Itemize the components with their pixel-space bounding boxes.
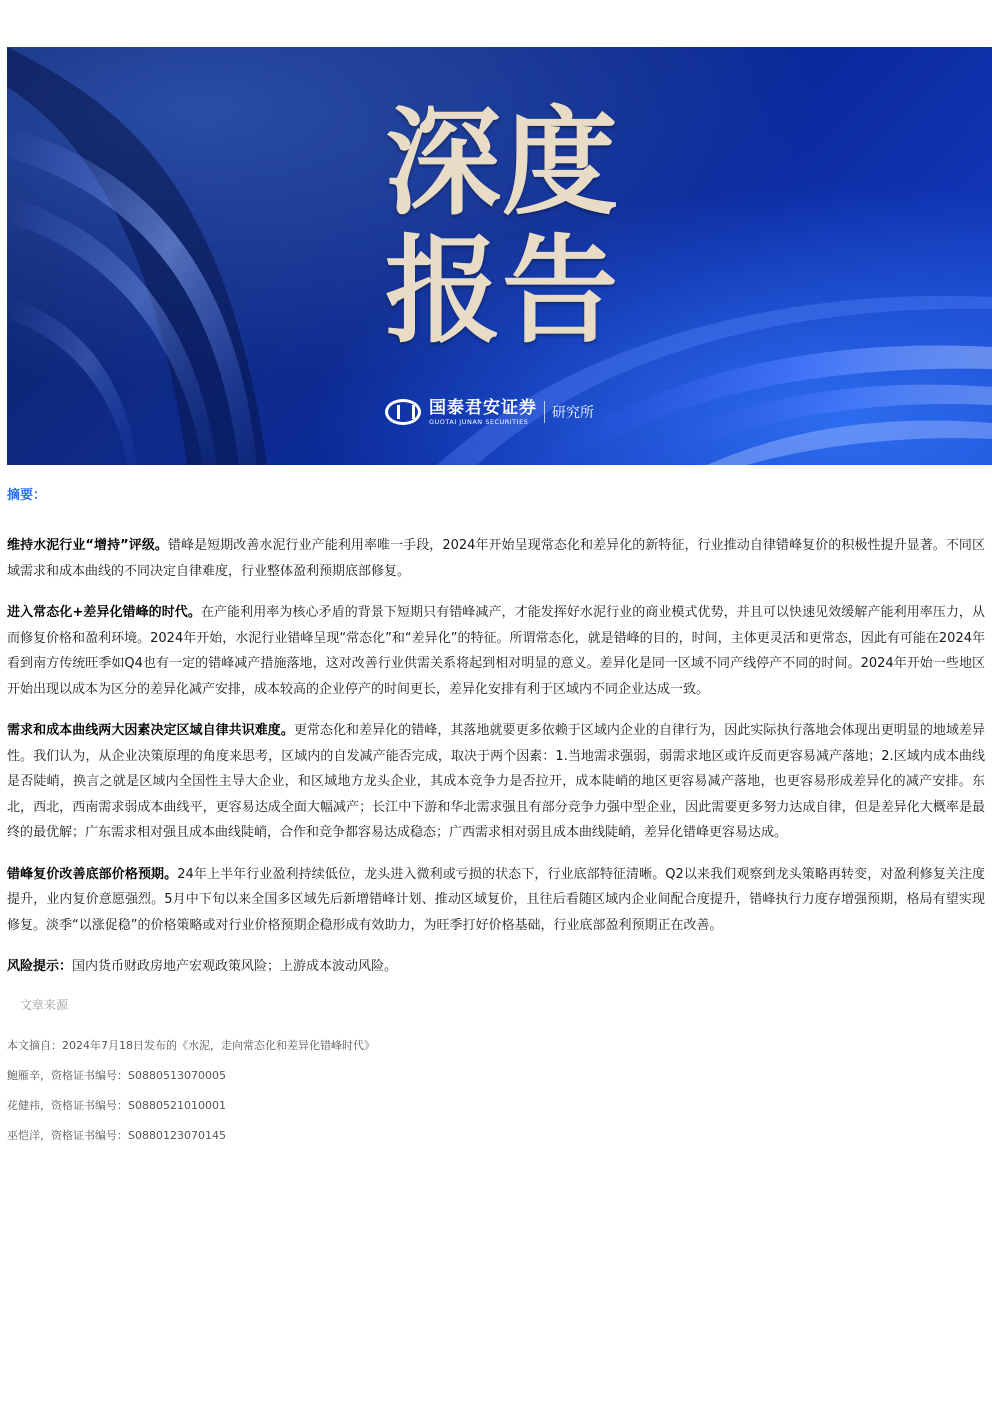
- banner-title-char: 深: [385, 95, 501, 231]
- paragraph: [7, 862, 985, 939]
- article-body: [7, 478, 985, 1159]
- paragraph: [7, 600, 985, 702]
- banner-title-char: 报: [385, 223, 501, 359]
- paragraph: [7, 533, 985, 584]
- risk-text: 国内货币财政房地产宏观政策风险；上游成本波动风险。: [72, 959, 398, 974]
- brand-logo-icon: [385, 399, 421, 425]
- banner-title-char: 告: [502, 223, 618, 359]
- brand-institute: 研究所: [552, 405, 594, 421]
- analyst-credential: 鲍雁辛，资格证书编号：S0880513070005: [7, 1068, 226, 1082]
- source-label: 文章来源: [20, 997, 69, 1012]
- paragraph-heading: 错峰复价改善底部价格预期。: [7, 866, 178, 882]
- paragraph-text: 错峰是短期改善水泥行业产能利用率唯一手段，2024年开始呈现常态化和差异化的新特征，行业推动自律错峰复价的积极性提升显著。不同区域需求和成本曲线的不同决定自律难度，行业整体盈利预期底部修复。: [7, 538, 985, 579]
- paragraph-text: 更常态化和差异化的错峰，其落地就要更多依赖于区域内企业的自律行为，因此实际执行落地会体现出更明显的地域差异性。我们认为，从企业决策原理的角度来思考，区域内的自发减产能否完成，取决于两个因素：1.当地需求强弱，弱需求地区或许反而更容易减产落地；2.区域内成本曲线是否陡峭，换言之就是区域内全国性主导大企业，和区域地方龙头企业，其成本竞争力是否拉开，成本陡峭的地区更容易减产落地，也更容易形成差异化的减产安排。东北，西北，西南需求弱成本曲线平，更容易达成全面大幅减产；长江中下游和华北需求强且有部分竞争力强中型企业，因此需要更多努力达成自律，但是差异化大概率是最终的最优解；广东需求相对强且成本曲线陡峭，合作和竞争都容易达成稳态；广西需求相对弱且成本曲线陡峭，差异化错峰更容易达成。: [7, 723, 985, 840]
- brand-english-name: GUOTAI JUNAN SECURITIES: [429, 418, 529, 426]
- banner-title-char: 度: [502, 95, 618, 231]
- paragraph-heading: 进入常态化+差异化错峰的时代。: [7, 605, 201, 620]
- risk-heading: 风险提示：: [7, 959, 73, 974]
- analyst-credential: 巫恺洋，资格证书编号：S0880123070145: [7, 1128, 226, 1142]
- source-citation: 本文摘自：2024年7月18日发布的《水泥，走向常态化和差异化错峰时代》: [7, 1038, 375, 1052]
- logo-divider: [544, 401, 545, 423]
- risk-paragraph: [7, 954, 985, 980]
- analyst-credential: 花健祎，资格证书编号：S0880521010001: [7, 1098, 226, 1112]
- brand-logo: [385, 395, 594, 429]
- brand-name: 国泰君安证券: [429, 398, 537, 418]
- paragraph-heading: 维持水泥行业“增持”评级。: [7, 538, 168, 553]
- summary-label: 摘要：: [7, 488, 47, 503]
- paragraph-text: 24年上半年行业盈利持续低位，龙头进入微利或亏损的状态下，行业底部特征清晰。Q2以来我们观察到龙头策略再转变，对盈利修复关注度提升，业内复价意愿强烈。5月中下旬以来全国多区域先后新增错峰计划、推动区域复价，且往后看随区域内企业间配合度提升，错峰执行力度存增强预期，格局有望实现修复。淡季“以涨促稳”的价格策略或对行业价格预期企稳形成有效助力，为旺季打好价格基础，行业底部盈利预期正在改善。: [7, 866, 985, 933]
- paragraph-text: 在产能利用率为核心矛盾的背景下短期只有错峰减产，才能发挥好水泥行业的商业模式优势，并且可以快速见效缓解产能利用率压力，从而修复价格和盈利环境。2024年开始，水泥行业错峰呈现“常态化”和“差异化”的特征。所谓常态化，就是错峰的目的，时间，主体更灵活和更常态，因此有可能在2024年看到南方传统旺季如Q4也有一定的错峰减产措施落地，这对改善行业供需关系将起到相对明显的意义。差异化是同一区域不同产线停产不同的时间。2024年开始一些地区开始出现以成本为区分的差异化减产安排，成本较高的企业停产的时间更长，差异化安排有利于区域内不同企业达成一致。: [7, 605, 985, 697]
- paragraph-heading: 需求和成本曲线两大因素决定区域自律共识难度。: [7, 723, 294, 738]
- paragraph: [7, 718, 985, 846]
- header-banner: [7, 47, 992, 465]
